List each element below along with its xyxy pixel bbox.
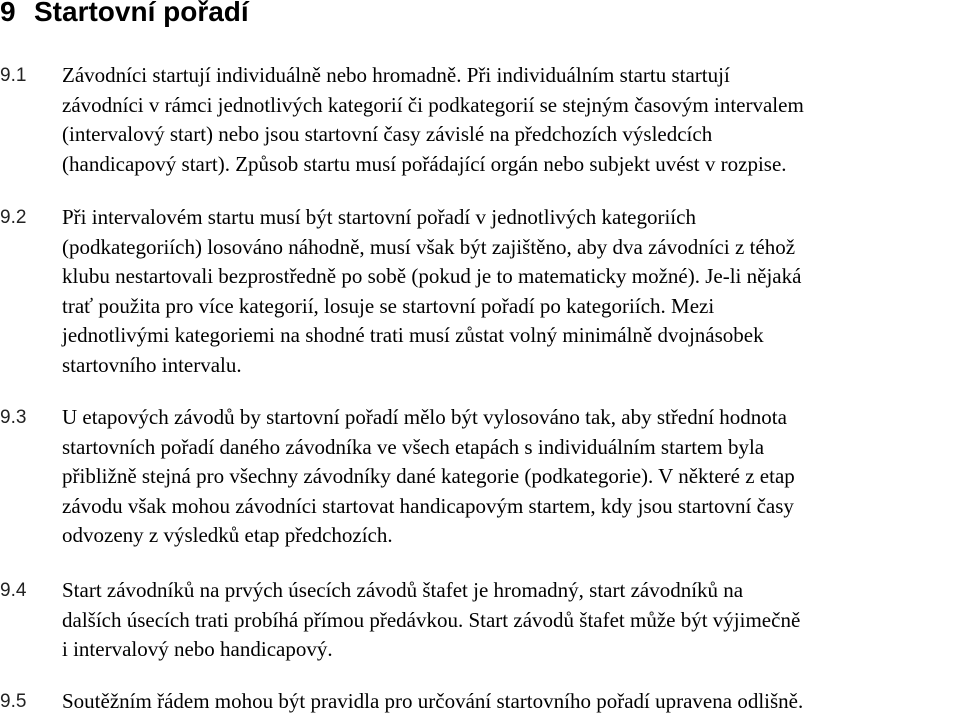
- text-line: Start závodníků na prvých úsecích závodů štafet je hromadný, start závodníků na: [62, 578, 744, 602]
- paragraph-text: [62, 576, 956, 665]
- text-line: Při intervalovém startu musí být startovní pořadí v jednotlivých kategoriích: [62, 205, 696, 229]
- paragraph-9-4: [0, 576, 960, 665]
- text-line: trať použita pro více kategorií, losuje se startovní pořadí po kategoriích. Mezi: [62, 293, 715, 318]
- text-line: přibližně stejná pro všechny závodníky dané kategorie (podkategorie). V některé z etap: [62, 464, 795, 488]
- paragraph-number: 9.3: [0, 407, 27, 428]
- text-line: (podkategoriích) losováno náhodně, musí však být zajištěno, aby dva závodníci z téhož: [62, 234, 796, 259]
- text-line: Závodníci startují individuálně nebo hromadně. Při individuálním startu startují: [62, 63, 730, 87]
- text-line: i intervalový nebo handicapový.: [62, 637, 333, 661]
- paragraph-number: 9.5: [0, 691, 27, 712]
- text-line: startovních pořadí daného závodníka ve všech etapách s individuálním startem byla: [62, 434, 765, 459]
- paragraph-9-5: [0, 687, 960, 717]
- text-line: dalších úsecích trati probíhá přímou předávkou. Start závodů štafet může být výjimečně: [62, 607, 801, 632]
- paragraph-text: [62, 687, 956, 717]
- chapter-number: 9: [0, 0, 16, 27]
- chapter-heading: [0, 0, 249, 30]
- paragraph-9-2: [0, 203, 960, 380]
- paragraph-number: 9.1: [0, 65, 27, 86]
- paragraph-text: [62, 403, 956, 551]
- text-line: (intervalový start) nebo jsou startovní časy závislé na předchozích výsledcích: [62, 122, 713, 146]
- paragraph-9-1: [0, 61, 960, 179]
- paragraph-number: 9.4: [0, 580, 27, 601]
- paragraph-text: [62, 61, 956, 179]
- text-line: startovního intervalu.: [62, 352, 242, 377]
- paragraph-number: 9.2: [0, 207, 27, 228]
- text-line: odvozeny z výsledků etap předchozích.: [62, 523, 393, 547]
- text-line: závodníci v rámci jednotlivých kategorií či podkategorií se stejným časovým intervalem: [62, 92, 804, 117]
- chapter-title: Startovní pořadí: [34, 0, 249, 27]
- text-line: U etapových závodů by startovní pořadí mělo být vylosováno tak, aby střední hodnota: [62, 405, 787, 429]
- text-line: Soutěžním řádem mohou být pravidla pro určování startovního pořadí upravena odlišně.: [62, 689, 804, 713]
- paragraph-text: [62, 203, 956, 380]
- text-line: (handicapový start). Způsob startu musí pořádající orgán nebo subjekt uvést v rozpise.: [62, 151, 787, 176]
- text-line: klubu nestartovali bezprostředně po sobě (pokud je to matematicky možné). Je-li nějaká: [62, 264, 802, 288]
- text-line: jednotlivými kategoriemi na shodné trati musí zůstat volný minimálně dvojnásobek: [62, 323, 764, 347]
- paragraph-9-3: [0, 403, 960, 551]
- text-line: závodu však mohou závodníci startovat handicapovým startem, kdy jsou startovní časy: [62, 493, 794, 518]
